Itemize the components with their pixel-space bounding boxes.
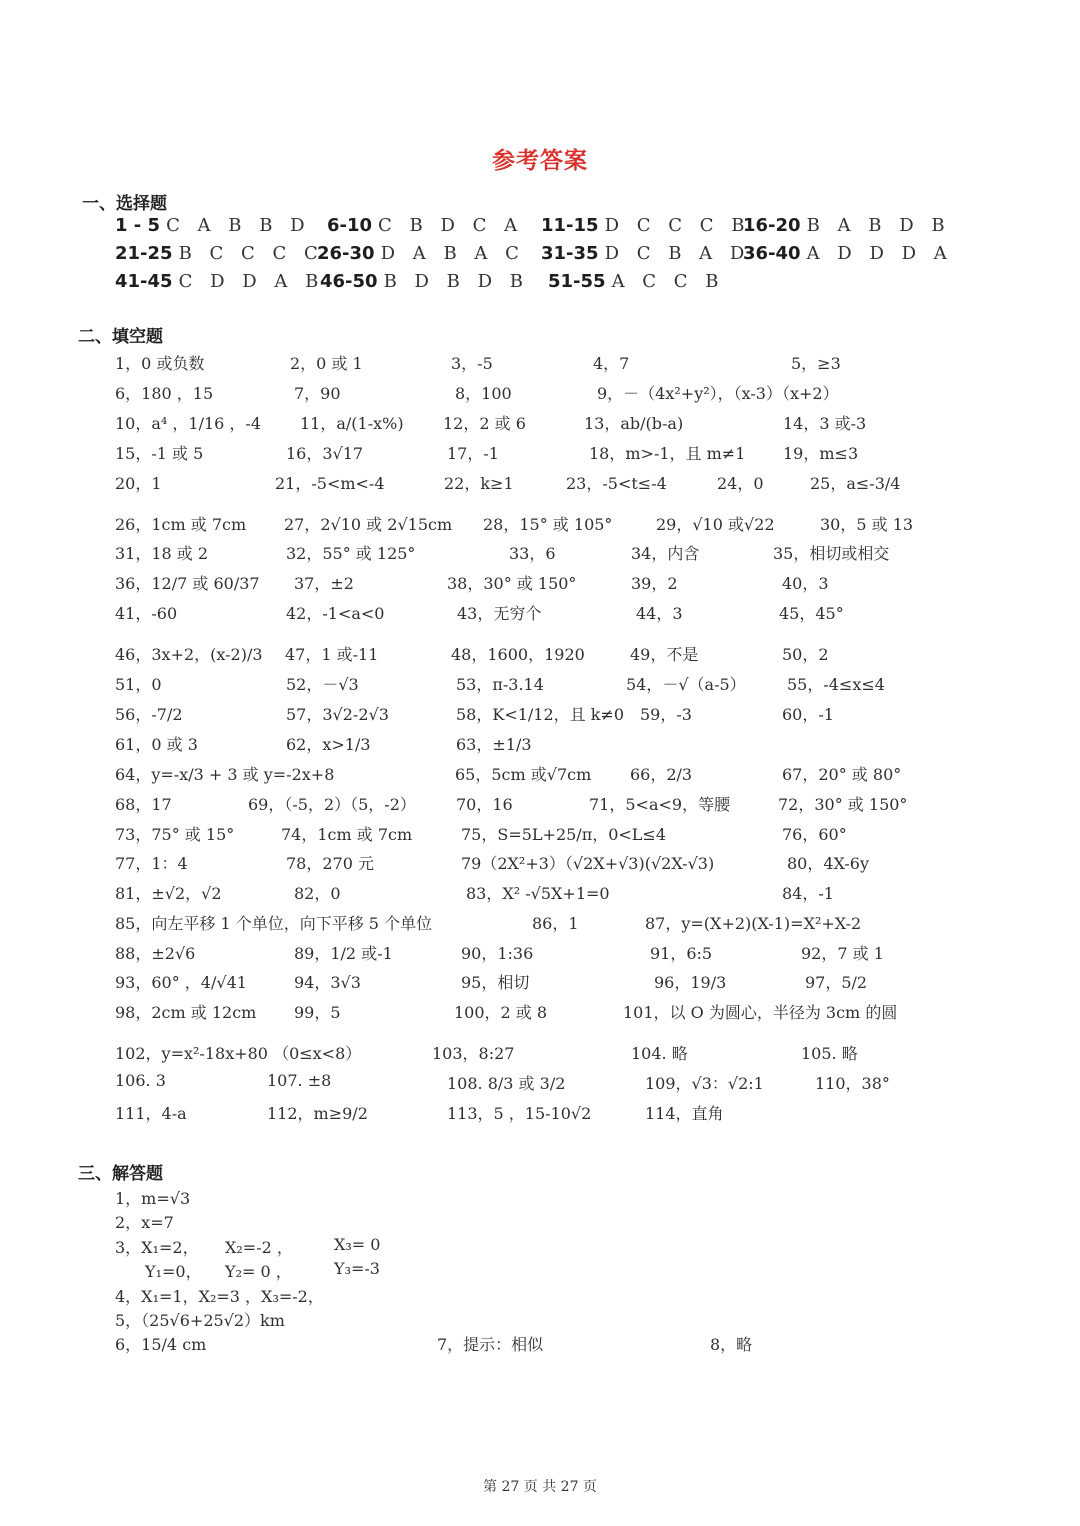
fill-answer: 41，-60	[115, 604, 178, 623]
choice-row	[317, 243, 525, 264]
solve-answer: 5，（25√6+25√2）km	[115, 1311, 285, 1330]
fill-answer: 73，75° 或 15°	[115, 825, 235, 844]
choice-range: 36-40	[743, 243, 801, 264]
fill-answer: 63，±1/3	[456, 735, 532, 754]
fill-answer: 9，－（4x²+y²），（x-3）（x+2）	[597, 384, 839, 403]
fill-answer: 85，向左平移 1 个单位，向下平移 5 个单位	[115, 914, 433, 933]
fill-answer: 82，0	[294, 884, 341, 903]
fill-answer: 75，S=5L+25/π，0<L≤4	[461, 825, 667, 844]
fill-answer: 24，0	[717, 474, 764, 493]
solve-answer: X₃= 0	[334, 1235, 381, 1254]
fill-answer: 109，√3：√2:1	[645, 1074, 764, 1093]
fill-answer: 42，-1<a<0	[286, 604, 385, 623]
fill-answer: 81，±√2，√2	[115, 884, 222, 903]
choice-answers: B A B D B	[806, 215, 951, 236]
choice-range: 46-50	[320, 271, 378, 292]
choice-range: 1 - 5	[115, 215, 161, 236]
choice-answers: C B D C A	[378, 215, 524, 236]
fill-answer: 107. ±8	[267, 1071, 332, 1090]
fill-answer: 88，±2√6	[115, 944, 196, 963]
fill-answer: 32，55° 或 125°	[286, 544, 416, 563]
fill-answer: 113，5 ，15-10√2	[447, 1104, 592, 1123]
fill-answer: 92，7 或 1	[801, 944, 884, 963]
fill-answer: 37，±2	[294, 574, 354, 593]
choice-row	[115, 215, 311, 236]
fill-answer: 35，相切或相交	[773, 544, 890, 563]
fill-answer: 21，-5<m<-4	[275, 474, 385, 493]
fill-answer: 108. 8/3 或 3/2	[447, 1074, 566, 1093]
fill-answer: 36，12/7 或 60/37	[115, 574, 260, 593]
fill-answer: 89，1/2 或-1	[294, 944, 393, 963]
fill-answer: 7，90	[294, 384, 341, 403]
fill-answer: 67，20° 或 80°	[782, 765, 902, 784]
choice-range: 6-10	[327, 215, 373, 236]
fill-answer: 34，内含	[631, 544, 700, 563]
fill-answer: 93，60° ，4/√41	[115, 973, 247, 992]
fill-answer: 94，3√3	[294, 973, 361, 992]
solve-answer: 1，m=√3	[115, 1189, 191, 1208]
solve-answer: X₂=-2 ，	[225, 1238, 293, 1257]
fill-answer: 76，60°	[782, 825, 847, 844]
choice-range: 21-25	[115, 243, 173, 264]
fill-answer: 80，4X-6y	[787, 854, 869, 873]
fill-answer: 44，3	[636, 604, 683, 623]
choice-answers: B C C C C	[178, 243, 324, 264]
fill-answer: 29，√10 或√22	[656, 515, 775, 534]
solve-answer: 2，x=7	[115, 1213, 174, 1232]
fill-answer: 38，30° 或 150°	[447, 574, 577, 593]
fill-answer: 59，-3	[640, 705, 692, 724]
fill-answer: 23，-5<t≤-4	[566, 474, 667, 493]
fill-answer: 3，-5	[451, 354, 493, 373]
choice-range: 51-55	[548, 271, 606, 292]
fill-answer: 19，m≤3	[783, 444, 859, 463]
fill-answer: 4，7	[593, 354, 630, 373]
fill-answer: 51，0	[115, 675, 162, 694]
solve-answer: 7，提示：相似	[437, 1335, 544, 1354]
fill-answer: 49，不是	[630, 645, 699, 664]
fill-answer: 20，1	[115, 474, 162, 493]
fill-answer: 106. 3	[115, 1071, 166, 1090]
fill-answer: 100，2 或 8	[454, 1003, 548, 1022]
fill-answer: 56，-7/2	[115, 705, 183, 724]
fill-answer: 74，1cm 或 7cm	[281, 825, 413, 844]
fill-answer: 105. 略	[801, 1044, 858, 1063]
fill-answer: 111，4-a	[115, 1104, 187, 1123]
page-footer: 第 27 页 共 27 页	[483, 1479, 597, 1495]
fill-answer: 60，-1	[782, 705, 834, 724]
fill-answer: 65，5cm 或√7cm	[455, 765, 592, 784]
fill-answer: 14，3 或-3	[783, 414, 867, 433]
fill-answer: 104. 略	[631, 1044, 688, 1063]
fill-answer: 6，180 ，15	[115, 384, 214, 403]
fill-answer: 98，2cm 或 12cm	[115, 1003, 257, 1022]
section-solve-heading: 三、解答题	[78, 1164, 163, 1184]
fill-answer: 55，-4≤x≤4	[787, 675, 885, 694]
fill-answer: 62，x>1/3	[286, 735, 371, 754]
choice-answers: A C C B	[611, 271, 725, 292]
fill-answer: 66，2/3	[630, 765, 693, 784]
fill-answer: 28，15° 或 105°	[483, 515, 613, 534]
fill-answer: 27，2√10 或 2√15cm	[284, 515, 453, 534]
choice-answers: D C C C B	[604, 215, 751, 236]
fill-answer: 15，-1 或 5	[115, 444, 204, 463]
choice-row	[743, 243, 953, 264]
fill-answer: 2，0 或 1	[290, 354, 363, 373]
fill-answer: 12，2 或 6	[443, 414, 526, 433]
section-choice-heading: 一、选择题	[82, 194, 167, 214]
fill-answer: 50，2	[782, 645, 829, 664]
choice-answers: C A B B D	[166, 215, 311, 236]
choice-row	[115, 271, 324, 292]
fill-answer: 64，y=-x/3 + 3 或 y=-2x+8	[115, 765, 335, 784]
fill-answer: 57，3√2-2√3	[286, 705, 389, 724]
fill-answer: 114，直角	[645, 1104, 724, 1123]
fill-answer: 48，1600，1920	[451, 645, 585, 664]
choice-row	[541, 243, 750, 264]
solve-answer: 8，略	[710, 1335, 753, 1354]
fill-answer: 84，-1	[782, 884, 834, 903]
fill-answer: 90，1:36	[461, 944, 534, 963]
fill-answer: 53，π-3.14	[456, 675, 544, 694]
fill-answer: 58，K<1/12，且 k≠0	[456, 705, 625, 724]
fill-answer: 110，38°	[815, 1074, 890, 1093]
fill-answer: 17，-1	[447, 444, 499, 463]
fill-answer: 43，无穷个	[457, 604, 542, 623]
solve-answer: 6，15/4 cm	[115, 1335, 207, 1354]
choice-row	[320, 271, 529, 292]
solve-answer: 3，X₁=2，	[115, 1238, 199, 1257]
fill-answer: 45，45°	[779, 604, 844, 623]
fill-answer: 68，17	[115, 795, 172, 814]
fill-answer: 101，以 O 为圆心，半径为 3cm 的圆	[623, 1003, 898, 1022]
fill-answer: 10，a⁴ ，1/16 ，-4	[115, 414, 262, 433]
fill-answer: 86，1	[532, 914, 579, 933]
fill-answer: 1，0 或负数	[115, 354, 205, 373]
fill-answer: 54，－√（a-5）	[626, 675, 746, 694]
solve-answer: Y₁=0，	[145, 1262, 202, 1281]
fill-answer: 72，30° 或 150°	[778, 795, 908, 814]
fill-answer: 99，5	[294, 1003, 341, 1022]
fill-answer: 33，6	[509, 544, 556, 563]
choice-row	[548, 271, 725, 292]
choice-range: 11-15	[541, 215, 599, 236]
fill-answer: 61，0 或 3	[115, 735, 198, 754]
solve-answer: 4，X₁=1，X₂=3 ，X₃=-2，	[115, 1287, 324, 1306]
choice-range: 41-45	[115, 271, 173, 292]
fill-answer: 102，y=x²-18x+80 （0≤x<8）	[115, 1044, 362, 1063]
fill-answer: 13，ab/(b-a)	[584, 414, 684, 433]
fill-answer: 91，6:5	[650, 944, 713, 963]
fill-answer: 69，（-5，2）（5，-2）	[248, 795, 416, 814]
fill-answer: 78，270 元	[286, 854, 374, 873]
choice-row	[327, 215, 523, 236]
fill-answer: 77，1：4	[115, 854, 188, 873]
choice-row	[115, 243, 324, 264]
fill-answer: 25，a≤-3/4	[810, 474, 901, 493]
fill-answer: 83，X² -√5X+1=0	[466, 884, 610, 903]
fill-answer: 40，3	[782, 574, 829, 593]
choice-answers: D C B A D	[604, 243, 751, 264]
fill-answer: 22，k≥1	[444, 474, 514, 493]
fill-answer: 95，相切	[461, 973, 530, 992]
solve-answer: Y₂= 0 ，	[225, 1262, 292, 1281]
choice-row	[743, 215, 951, 236]
fill-answer: 39，2	[631, 574, 678, 593]
fill-answer: 52，－√3	[286, 675, 359, 694]
fill-answer: 47，1 或-11	[285, 645, 379, 664]
section-fill-heading: 二、填空题	[78, 327, 163, 347]
choice-range: 16-20	[743, 215, 801, 236]
fill-answer: 8，100	[455, 384, 512, 403]
fill-answer: 79（2X²+3）（√2X+√3)(√2X-√3)	[461, 854, 715, 873]
fill-answer: 46，3x+2，(x-2)/3	[115, 645, 263, 664]
choice-answers: C D D A B	[178, 271, 325, 292]
solve-answer: Y₃=-3	[334, 1259, 380, 1278]
fill-answer: 26，1cm 或 7cm	[115, 515, 247, 534]
fill-answer: 96，19/3	[654, 973, 727, 992]
fill-answer: 11，a/(1-x%)	[300, 414, 404, 433]
fill-answer: 18，m>-1，且 m≠1	[589, 444, 746, 463]
fill-answer: 97，5/2	[805, 973, 868, 992]
fill-answer: 87，y=(X+2)(X-1)=X²+X-2	[645, 914, 862, 933]
choice-answers: D A B A C	[380, 243, 525, 264]
fill-answer: 30，5 或 13	[820, 515, 914, 534]
fill-answer: 5，≥3	[791, 354, 841, 373]
choice-row	[541, 215, 750, 236]
choice-range: 31-35	[541, 243, 599, 264]
fill-answer: 103，8:27	[432, 1044, 515, 1063]
page-title: 参考答案	[492, 147, 588, 174]
fill-answer: 70，16	[456, 795, 513, 814]
choice-range: 26-30	[317, 243, 375, 264]
fill-answer: 71，5<a<9，等腰	[589, 795, 731, 814]
fill-answer: 31，18 或 2	[115, 544, 209, 563]
fill-answer: 112，m≥9/2	[267, 1104, 368, 1123]
choice-answers: B D B D B	[383, 271, 530, 292]
fill-answer: 16，3√17	[286, 444, 364, 463]
choice-answers: A D D D A	[806, 243, 953, 264]
